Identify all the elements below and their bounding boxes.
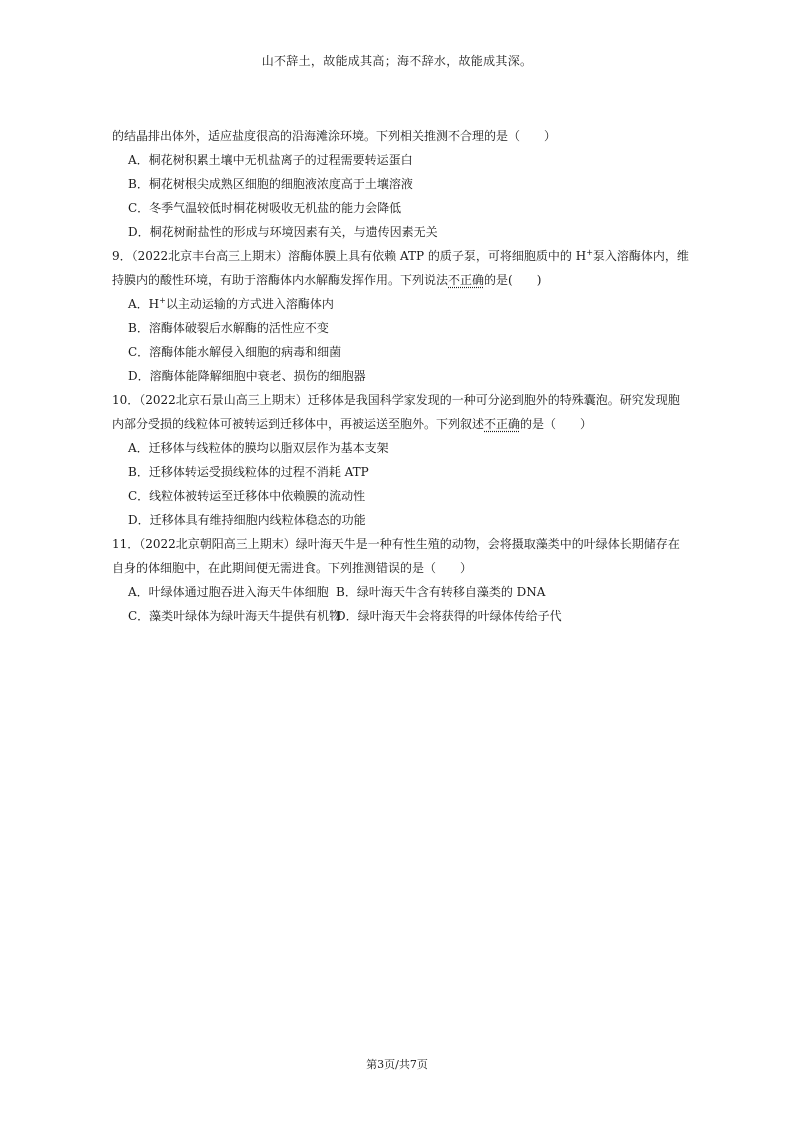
- q9-option-a-part-a: A．H: [128, 297, 160, 311]
- header-motto: 山不辞土，故能成其高；海不辞水，故能成其深。: [261, 54, 533, 68]
- q11-options-row1: [112, 580, 692, 604]
- q8-option-d: D．桐花树耐盐性的形成与环境因素有关，与遗传因素无关: [128, 225, 438, 239]
- q9-stem-line1-part-a: 9．（2022北京丰台高三上期末）溶酶体膜上具有依赖 ATP 的质子泵，可将细胞质中的 H: [112, 249, 587, 263]
- q11-stem-line1: 11．（2022北京朝阳高三上期末）绿叶海天牛是一种有性生殖的动物，会将摄取藻类中的叶绿体长期储存在: [112, 537, 680, 551]
- q8-option-b: B．桐花树根尖成熟区细胞的细胞液浓度高于土壤溶液: [128, 177, 413, 191]
- q10-stem-line2: [112, 412, 692, 436]
- q11-option-b: B．绿叶海天牛含有转移自藻类的 DNA: [336, 585, 546, 599]
- q9-stem-line1-part-b: 泵入溶酶体内，维: [592, 249, 689, 263]
- q11-option-c: C．藻类叶绿体为绿叶海天牛提供有机物: [128, 609, 342, 623]
- q9-stem-line2: [112, 268, 692, 292]
- q10-option-a: A．迁移体与线粒体的膜均以脂双层作为基本支架: [128, 441, 389, 455]
- q9-emphasis: 不正确: [448, 273, 485, 287]
- q8-stem-tail: 的结晶排出体外，适应盐度很高的沿海滩涂环境。下列相关推测不合理的是（ ）: [112, 129, 557, 143]
- q9-stem-line1: [112, 244, 692, 268]
- q9-stem-superscript: +: [586, 248, 593, 257]
- q10-emphasis: 不正确: [484, 417, 521, 431]
- q10-stem-line1: 10．（2022北京石景山高三上期末）迁移体是我国科学家发现的一种可分泌到胞外的特殊囊泡。研究发现胞: [112, 393, 680, 407]
- q10-stem-line2-part-a: 内部分受损的线粒体可被转运到迁移体中，再被运送至胞外。下列叙述: [112, 417, 485, 431]
- q11-option-a: A．叶绿体通过胞吞进入海天牛体细胞: [128, 585, 329, 599]
- q10-option-b: B．迁移体转运受损线粒体的过程不消耗 ATP: [128, 465, 369, 479]
- q9-option-c: C．溶酶体能水解侵入细胞的病毒和细菌: [128, 345, 342, 359]
- q9-stem-line2-part-a: 持膜内的酸性环境，有助于溶酶体内水解酶发挥作用。下列说法: [112, 273, 449, 287]
- q9-option-a-superscript: +: [159, 296, 166, 305]
- q9-option-a-part-b: 以主动运输的方式进入溶酶体内: [165, 297, 334, 311]
- question-body: [112, 124, 692, 628]
- q10-option-c: C．线粒体被转运至迁移体中依赖膜的流动性: [128, 489, 366, 503]
- q11-stem-line2: 自身的体细胞中，在此期间便无需进食。下列推测错误的是（ ）: [112, 561, 473, 575]
- q10-stem-line2-part-b: 的是（ ）: [520, 417, 593, 431]
- q11-option-d: D．绿叶海天牛会将获得的叶绿体传给子代: [336, 609, 562, 623]
- q10-option-d: D．迁移体具有维持细胞内线粒体稳态的功能: [128, 513, 366, 527]
- q8-option-a: A．桐花树积累土壤中无机盐离子的过程需要转运蛋白: [128, 153, 413, 167]
- q9-stem-line2-part-b: 的是( ): [484, 273, 542, 287]
- q9-option-d: D．溶酶体能降解细胞中衰老、损伤的细胞器: [128, 369, 366, 383]
- q8-option-c: C．冬季气温较低时桐花树吸收无机盐的能力会降低: [128, 201, 402, 215]
- page-footer: 第3页/共7页: [366, 1058, 428, 1071]
- q9-option-b: B．溶酶体破裂后水解酶的活性应不变: [128, 321, 329, 335]
- q9-option-a: [112, 292, 692, 316]
- q11-options-row2: [112, 604, 692, 628]
